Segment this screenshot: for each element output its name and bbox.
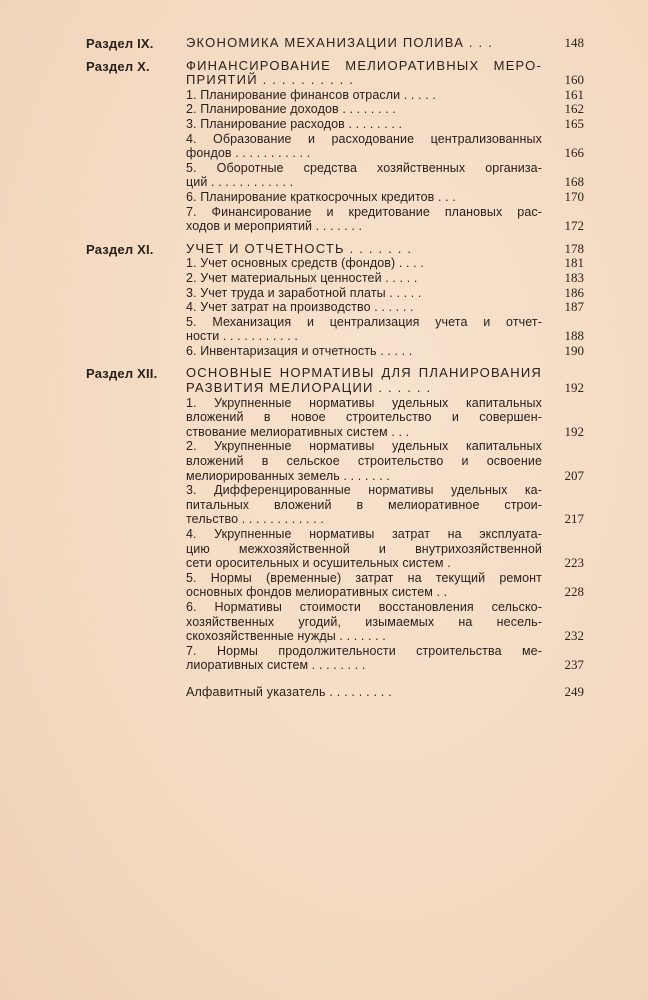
section-title-line: РАЗВИТИЯ МЕЛИОРАЦИИ . . . . . . <box>186 380 432 396</box>
page-number: 249 <box>564 683 584 699</box>
page-number: 178 <box>564 240 584 256</box>
section-body <box>186 36 598 51</box>
page-number: 183 <box>564 269 584 285</box>
page-number: 170 <box>564 188 584 204</box>
entry-text-line: лиоративных систем . . . . . . . . <box>186 658 366 673</box>
entry-text-line: 1. Учет основных средств (фондов) . . . . <box>186 256 424 271</box>
entry-text-line: цию межхозяйственной и внутрихозяйственной <box>186 541 542 556</box>
toc-entry[interactable] <box>186 271 598 286</box>
entry-text-line: 4. Укрупненные нормативы затрат на эксплуата- <box>186 527 542 541</box>
toc-entry[interactable] <box>186 315 598 344</box>
section-label: Раздел X. <box>86 58 150 74</box>
entry-text-line: фондов . . . . . . . . . . . <box>186 146 311 161</box>
entry-text-line: 7. Финансирование и кредитование плановых рас- <box>186 204 542 219</box>
section-title-line: ПРИЯТИЙ . . . . . . . . . . <box>186 72 355 88</box>
entry-text-line: 5. Механизация и централизация учета и отчет- <box>186 314 542 329</box>
toc-entry[interactable] <box>186 88 598 103</box>
toc-entry[interactable] <box>186 132 598 161</box>
entry-text-line: 6. Инвентаризация и отчетность . . . . . <box>186 343 413 358</box>
section-title: УЧЕТ И ОТЧЕТНОСТЬ . . . . . . . <box>186 240 413 256</box>
entry-text-line: основных фондов мелиоративных систем . . <box>186 585 448 600</box>
toc-entry[interactable] <box>186 286 598 301</box>
entry-text-line: тельство . . . . . . . . . . . . <box>186 512 324 527</box>
entry-text-line: скохозяйственные нужды . . . . . . . <box>186 629 386 644</box>
page-number: 148 <box>564 35 584 50</box>
page-number: 161 <box>564 86 584 102</box>
section-heading[interactable] <box>186 685 598 700</box>
toc-entry[interactable] <box>186 102 598 117</box>
entry-text-line: 3. Учет труда и заработной платы . . . . . <box>186 285 422 300</box>
page-number: 165 <box>564 115 584 131</box>
toc-entry[interactable] <box>186 483 598 527</box>
toc-section <box>86 685 598 700</box>
page-number: 232 <box>564 628 584 644</box>
entry-text-line: 6. Планирование краткосрочных кредитов . . . <box>186 189 456 204</box>
entry-text-line: 3. Планирование расходов . . . . . . . . <box>186 116 403 131</box>
toc-entry[interactable] <box>186 117 598 132</box>
page-number: 237 <box>564 657 584 673</box>
page-number: 160 <box>564 72 584 88</box>
entry-text-line: хозяйственных угодий, изымаемых на несель- <box>186 614 542 629</box>
table-of-contents <box>86 36 598 708</box>
page-number: 228 <box>564 584 584 600</box>
section-gap <box>86 706 598 708</box>
toc-entry[interactable] <box>186 344 598 359</box>
entry-text-line: 3. Дифференцированные нормативы удельных ка- <box>186 483 542 498</box>
entry-text-line: 2. Укрупненные нормативы удельных капитальных <box>186 439 542 454</box>
page-number: 187 <box>564 299 584 315</box>
toc-entry[interactable] <box>186 256 598 271</box>
entry-text-line: 5. Оборотные средства хозяйственных организа- <box>186 160 542 175</box>
toc-section <box>86 59 598 234</box>
section-heading[interactable] <box>186 242 598 257</box>
toc-entry[interactable] <box>186 396 598 440</box>
section-title-line: ОСНОВНЫЕ НОРМАТИВЫ ДЛЯ ПЛАНИРОВАНИЯ <box>186 365 542 381</box>
page-number: 217 <box>564 511 584 527</box>
section-title: ЭКОНОМИКА МЕХАНИЗАЦИИ ПОЛИВА . . . <box>186 35 493 50</box>
section-title-line: ФИНАНСИРОВАНИЕ МЕЛИОРАТИВНЫХ МЕРО- <box>186 57 542 73</box>
page-number: 223 <box>564 555 584 571</box>
entry-text-line: питальных вложений в мелиоративное строи- <box>186 497 542 512</box>
page-number: 162 <box>564 101 584 117</box>
toc-entry[interactable] <box>186 205 598 234</box>
entry-text-line: 2. Планирование доходов . . . . . . . . <box>186 102 396 117</box>
entry-text-line: 4. Образование и расходование централизованных <box>186 131 542 146</box>
toc-section <box>86 366 598 672</box>
section-heading[interactable] <box>186 366 598 395</box>
page-number: 186 <box>564 284 584 300</box>
entry-text-line: 4. Учет затрат на производство . . . . . . <box>186 300 414 315</box>
page-number: 172 <box>564 218 584 234</box>
entry-text-line: ций . . . . . . . . . . . . <box>186 175 294 190</box>
section-heading[interactable] <box>186 59 598 88</box>
section-label: Раздел XII. <box>86 366 158 382</box>
toc-entry[interactable] <box>186 439 598 483</box>
entry-text-line: вложений в сельское строительство и освоение <box>186 454 542 469</box>
section-heading[interactable] <box>186 36 598 51</box>
section-body <box>186 685 598 700</box>
toc-section <box>86 36 598 51</box>
section-body <box>186 366 598 672</box>
toc-entry[interactable] <box>186 527 598 571</box>
entry-text-line: ствование мелиоративных систем . . . <box>186 424 410 439</box>
entry-text-line: 6. Нормативы стоимости восстановления сельско- <box>186 599 542 614</box>
entry-text-line: ности . . . . . . . . . . . <box>186 329 298 344</box>
entry-text-line: вложений в новое строительство и совершен- <box>186 410 542 425</box>
entry-text-line: сети оросительных и осушительных систем . <box>186 556 451 571</box>
entry-text-line: 5. Нормы (временные) затрат на текущий ремонт <box>186 570 542 585</box>
page-number: 192 <box>564 423 584 439</box>
entry-text-line: 2. Учет материальных ценностей . . . . . <box>186 270 418 285</box>
toc-entry[interactable] <box>186 571 598 600</box>
page-number: 192 <box>564 380 584 396</box>
section-label: Раздел IX. <box>86 36 154 51</box>
toc-entry[interactable] <box>186 190 598 205</box>
entry-text-line: ходов и мероприятий . . . . . . . <box>186 219 363 234</box>
toc-entry[interactable] <box>186 300 598 315</box>
section-body <box>186 242 598 359</box>
toc-entry[interactable] <box>186 644 598 673</box>
entry-text-line: 1. Планирование финансов отрасли . . . . . <box>186 87 436 102</box>
entry-text-line: 7. Нормы продолжительности строительства ме- <box>186 643 542 658</box>
toc-entry[interactable] <box>186 161 598 190</box>
page-number: 190 <box>564 342 584 358</box>
toc-entry[interactable] <box>186 600 598 644</box>
entry-text-line: мелиорированных земель . . . . . . . <box>186 468 390 483</box>
page-number: 181 <box>564 255 584 271</box>
section-title: Алфавитный указатель . . . . . . . . . <box>186 684 392 699</box>
toc-section <box>86 242 598 359</box>
section-label: Раздел XI. <box>86 241 154 257</box>
section-body <box>186 59 598 234</box>
page-number: 166 <box>564 145 584 161</box>
page-number: 168 <box>564 174 584 190</box>
page-number: 207 <box>564 467 584 483</box>
page-number: 188 <box>564 328 584 344</box>
entry-text-line: 1. Укрупненные нормативы удельных капитальных <box>186 395 542 410</box>
